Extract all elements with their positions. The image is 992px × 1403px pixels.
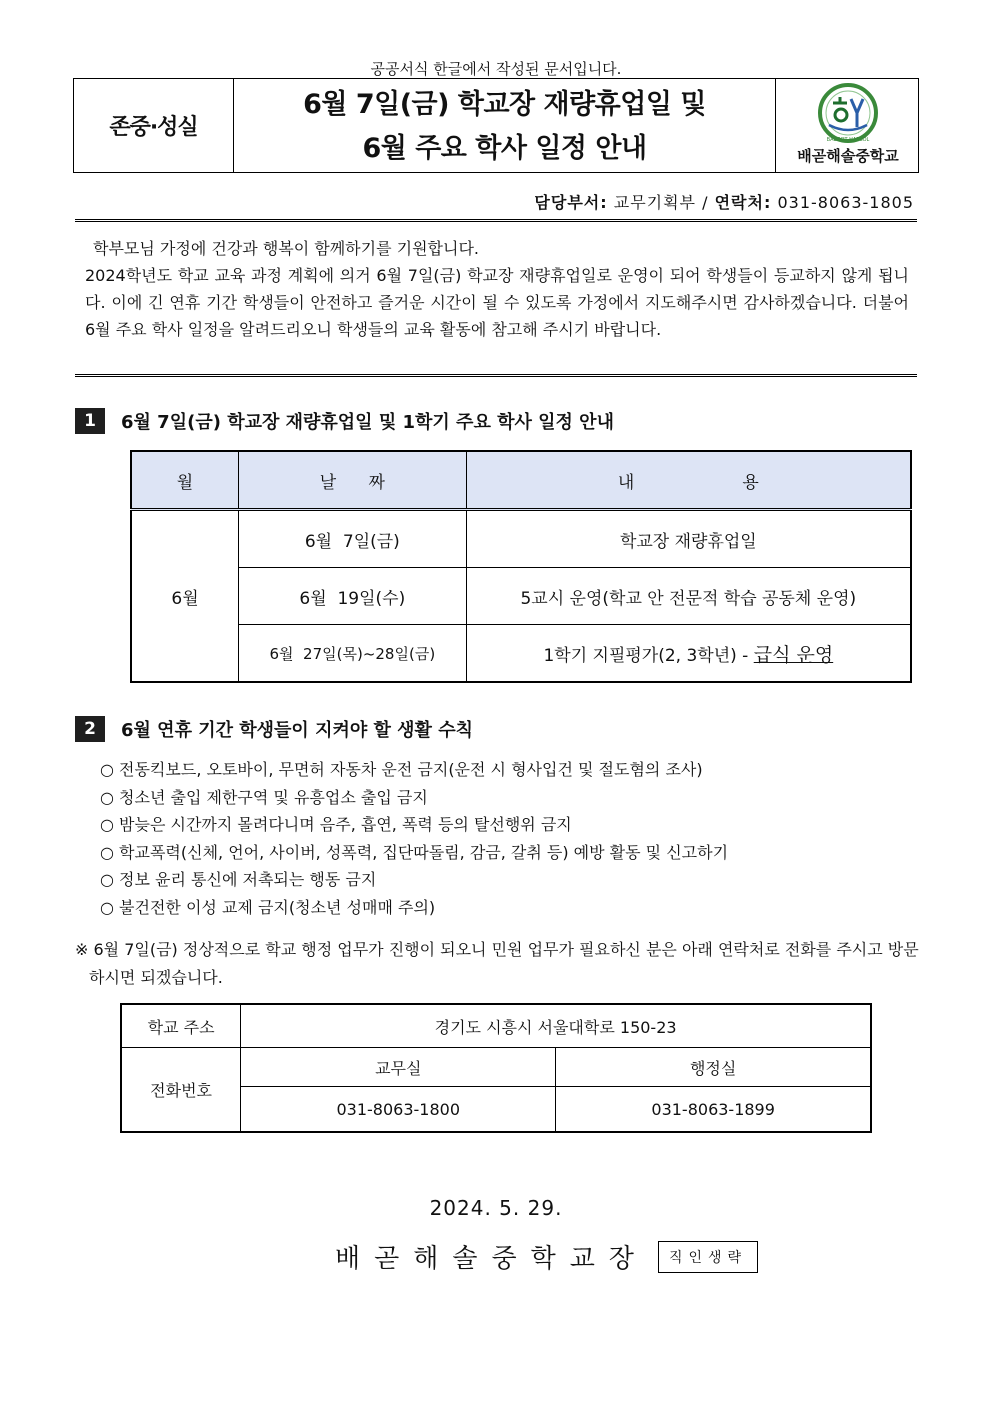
logo-school-name: 배곧해솔중학교: [797, 147, 899, 165]
title-line2: 6월 주요 학사 일정 안내: [362, 133, 647, 164]
phone-value: 031-8063-1805: [777, 193, 914, 212]
table-row: [131, 510, 911, 568]
content-cell: 학교장 재량휴업일: [466, 510, 911, 568]
section1-number: 1: [75, 408, 105, 434]
section2-title: 6월 연휴 기간 학생들이 지켜야 할 생활 수칙: [121, 720, 473, 741]
intro-greeting: 학부모님 가정에 건강과 행복이 함께하기를 기원합니다.: [93, 239, 480, 258]
list-item: ○ 정보 윤리 통신에 저촉되는 행동 금지: [100, 870, 377, 889]
table-row: [131, 625, 911, 683]
addr-value: 경기도 시흥시 서울대학로 150-23: [241, 1004, 871, 1048]
date-cell: 6월 27일(목)~28일(금): [239, 625, 467, 683]
document-caption: 공공서식 한글에서 작성된 문서입니다.: [370, 60, 622, 78]
list-item: ○ 밤늦은 시간까지 몰려다니며 음주, 흡연, 폭력 등의 탈선행위 금지: [100, 815, 572, 834]
list-item: ○ 청소년 출입 제한구역 및 유흥업소 출입 금지: [100, 787, 428, 807]
header-box: [73, 78, 919, 173]
schedule-table: [130, 450, 912, 683]
school-emblem-icon: [813, 81, 883, 145]
office1-phone: 031-8063-1800: [241, 1087, 556, 1133]
meal-highlight: 급식 운영: [753, 643, 834, 666]
signature-line: [335, 1238, 758, 1275]
dept-value: 교무기획부: [613, 193, 697, 212]
principal-signature: 배곧해솔중학교장: [335, 1244, 648, 1274]
list-item: ○ 불건전한 이성 교제 금지(청소년 성매매 주의): [100, 897, 436, 917]
header-month: 월: [131, 451, 239, 510]
logo-ring-text: BAEGOT HAESOL: [826, 137, 870, 143]
school-motto: 존중·성실: [74, 79, 234, 172]
header-date: 날 짜: [239, 451, 467, 510]
contact-separator: /: [702, 193, 709, 212]
document-title: [234, 79, 776, 172]
divider-bottom: [75, 374, 917, 377]
content-cell: [466, 625, 911, 683]
contact-line: [534, 190, 914, 213]
office2-label: 행정실: [556, 1048, 871, 1087]
section2-heading: [75, 716, 473, 742]
phone-label-cell: 전화번호: [121, 1048, 241, 1133]
date-cell: 6월 7일(금): [239, 510, 467, 568]
exam-text: 1학기 지필평가(2, 3학년) -: [543, 645, 754, 666]
office2-phone: 031-8063-1899: [556, 1087, 871, 1133]
dept-label: 담당부서:: [534, 193, 608, 212]
addr-label: 학교 주소: [121, 1004, 241, 1048]
rules-list: [100, 756, 728, 921]
list-item: ○ 전동킥보드, 오토바이, 무면허 자동차 운전 금지(운전 시 형사입건 및 절도혐의 조사): [100, 760, 703, 779]
title-line1: 6월 7일(금) 학교장 재량휴업일 및: [303, 89, 706, 120]
section2-number: 2: [75, 716, 105, 742]
intro-body: 2024학년도 학교 교육 과정 계획에 의거 6월 7일(금) 학교장 재량휴업일로 운영이 되어 학생들이 등교하지 않게 됩니다. 이에 긴 연휴 기간 학생들이 안전하고 즐거운 시간이 될 수 있도록 가정에서 지도해주시면 감사하겠습니다. 더불어 6월 주요 학사 일정을 알려드리오니 학생들의 교육 활동에 참고해 주시기 바랍니다.: [85, 266, 909, 339]
office1-label: 교무실: [241, 1048, 556, 1087]
intro-paragraph: [85, 235, 909, 343]
seal-omitted-box: 직인생략: [658, 1241, 758, 1273]
content-cell: 5교시 운영(학교 안 전문적 학습 공동체 운영): [466, 568, 911, 625]
issue-date: 2024. 5. 29.: [429, 1196, 563, 1220]
school-logo: [776, 79, 920, 172]
phone-label: 연락처:: [714, 193, 772, 212]
section1-title: 6월 7일(금) 학교장 재량휴업일 및 1학기 주요 학사 일정 안내: [121, 412, 614, 433]
month-cell: 6월: [131, 510, 239, 683]
header-content: 내 용: [466, 451, 911, 510]
section1-heading: [75, 408, 614, 434]
divider-top: [75, 219, 917, 222]
office-notice: ※ 6월 7일(금) 정상적으로 학교 행정 업무가 진행이 되오니 민원 업무가 필요하신 분은 아래 연락처로 전화를 주시고 방문하시면 되겠습니다.: [75, 940, 919, 987]
date-cell: 6월 19일(수): [239, 568, 467, 625]
table-row: [131, 568, 911, 625]
address-table: [120, 1003, 872, 1133]
list-item: ○ 학교폭력(신체, 언어, 사이버, 성폭력, 집단따돌림, 감금, 갈취 등) 예방 활동 및 신고하기: [100, 842, 729, 862]
